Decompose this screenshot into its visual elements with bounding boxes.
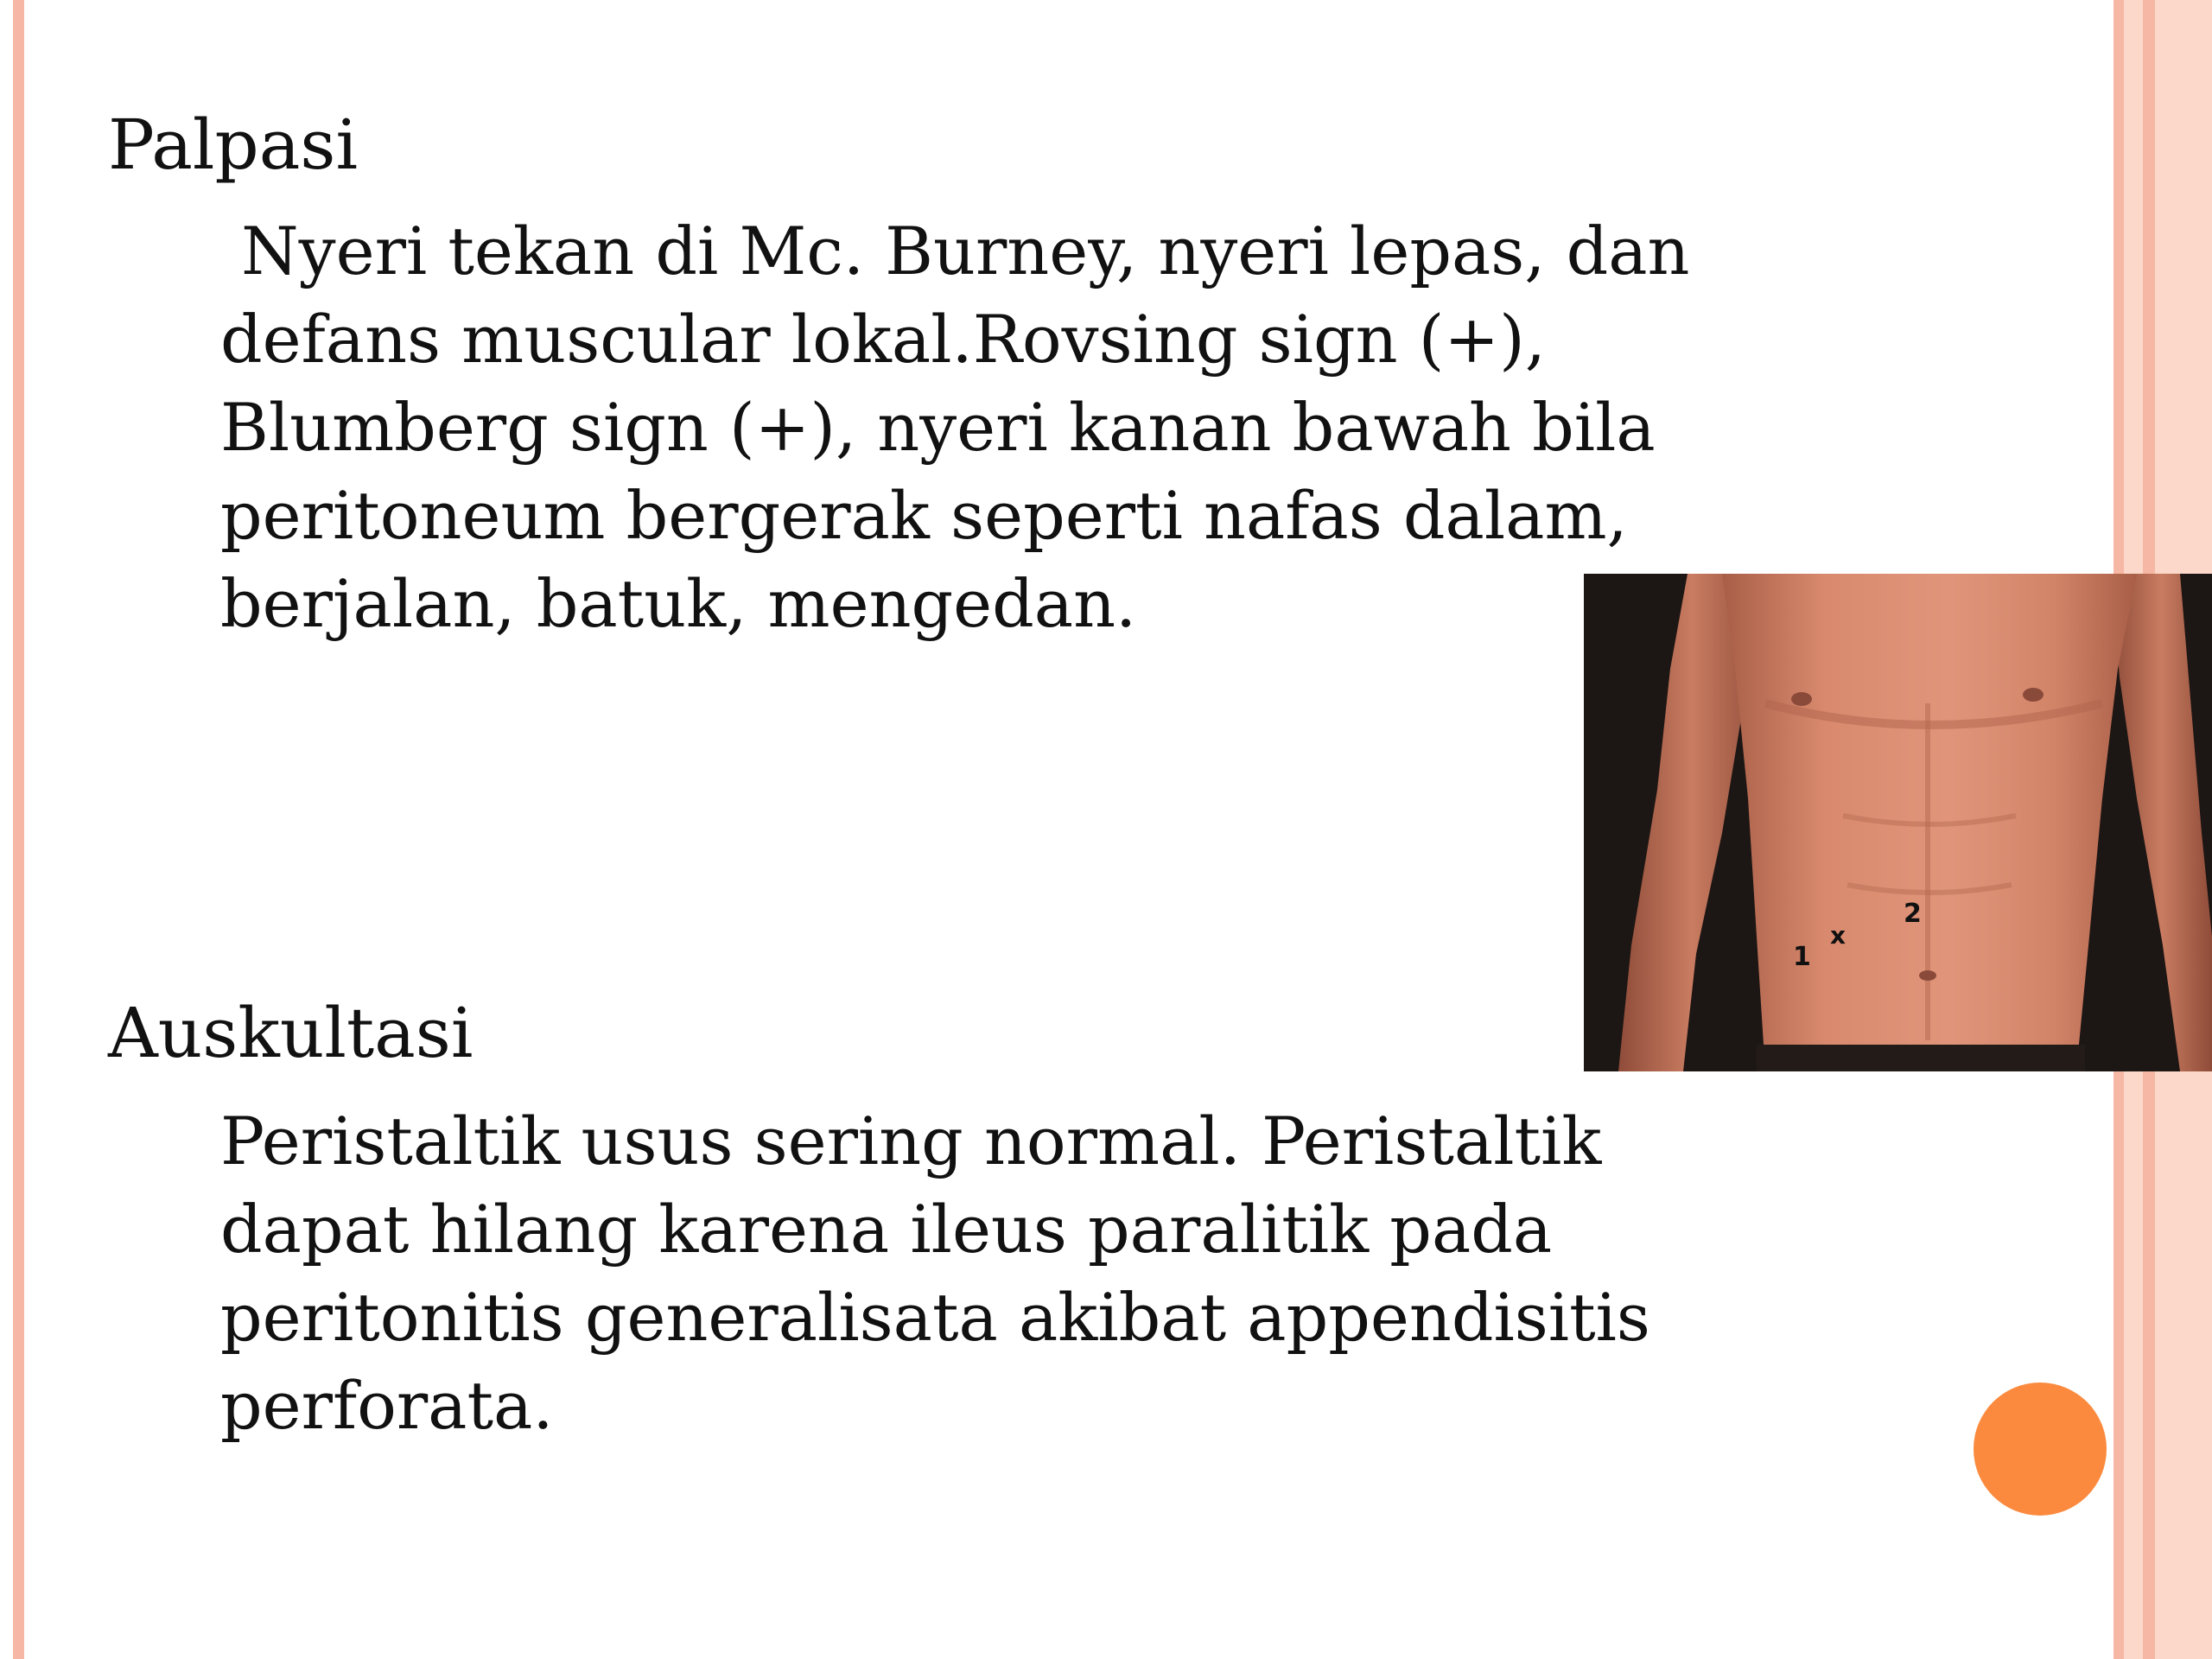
marker-2: 2	[1904, 899, 1922, 929]
heading-auskultasi: Auskultasi	[108, 993, 474, 1073]
text-line: perforata.	[220, 1367, 554, 1444]
text-line: Nyeri tekan di Mc. Burney, nyeri lepas, dan	[220, 213, 1690, 289]
text-line: peritonitis generalisata akibat appendisitis	[220, 1279, 1650, 1356]
marker-x: x	[1830, 921, 1847, 950]
heading-palpasi: Palpasi	[108, 105, 359, 185]
text-line: defans muscular lokal.Rovsing sign (+),	[220, 301, 1546, 378]
text-line: peritoneum bergerak seperti nafas dalam,	[220, 477, 1628, 554]
left-frame-stripe	[13, 0, 24, 1659]
palpasi-paragraph	[220, 207, 1802, 648]
right-nipple	[2023, 688, 2044, 702]
navel	[1919, 970, 1936, 981]
accent-circle	[1974, 1382, 2107, 1516]
abdomen-photo	[1584, 574, 2212, 1071]
text-line: dapat hilang karena ileus paralitik pada	[220, 1191, 1553, 1268]
text-line: Peristaltik usus sering normal. Peristaltik	[220, 1103, 1602, 1179]
left-nipple	[1791, 692, 1812, 706]
text-line: berjalan, batuk, mengedan.	[220, 565, 1137, 642]
text-line: Blumberg sign (+), nyeri kanan bawah bila	[220, 389, 1656, 466]
waistband	[1757, 1045, 2085, 1071]
auskultasi-paragraph	[220, 1097, 1802, 1450]
marker-1: 1	[1793, 942, 1811, 972]
